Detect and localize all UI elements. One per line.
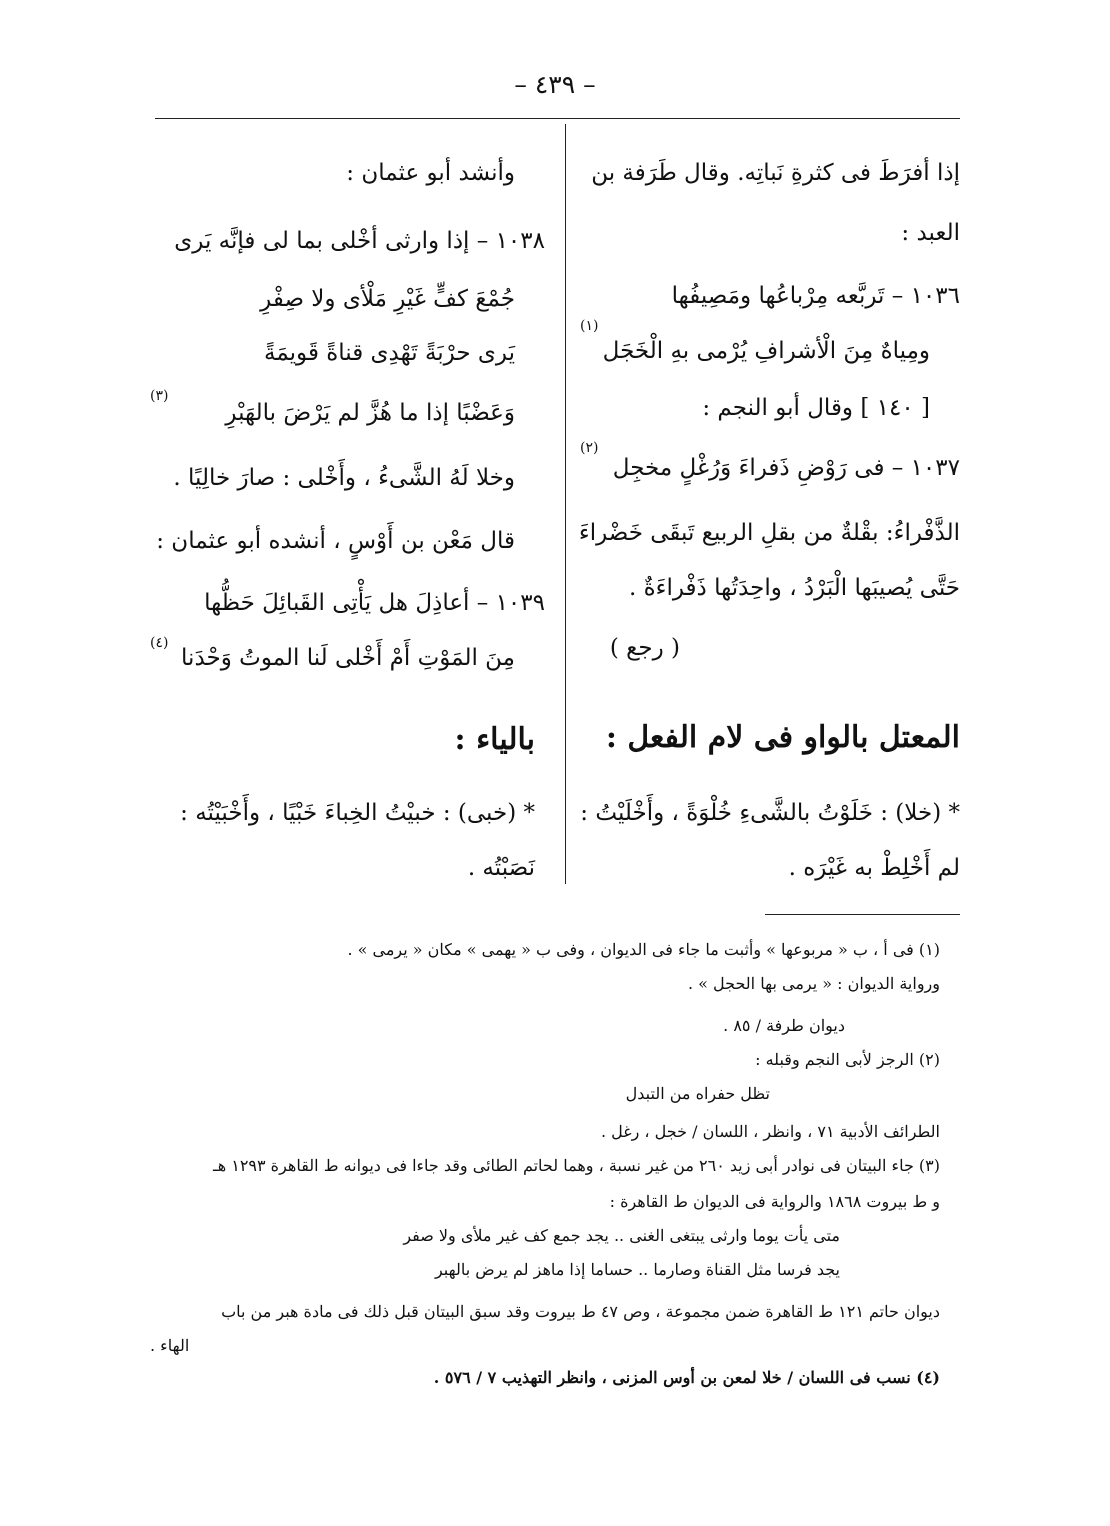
text-line: وأنشد أبو عثمان :: [346, 160, 515, 186]
footnote-ref: (٤): [150, 635, 169, 651]
text-line: حَتَّى يُصيبَها الْبَرْدُ ، واحِدَتُها ذَفْراءَةٌ .: [628, 575, 960, 601]
text-line: قال مَعْن بن أَوْسٍ ، أنشده أبو عثمان :: [156, 528, 515, 554]
verse-line: ١٠٣٩ – أعاذِلَ هل يَأْتِى القَبائِلَ حَظُّها: [204, 590, 545, 616]
header-rule: [155, 118, 960, 119]
footnote-rule: [765, 914, 960, 915]
footnote-line: و ط بيروت ١٨٦٨ والرواية فى الديوان ط القاهرة :: [609, 1192, 940, 1211]
section-heading: المعتل بالواو فى لام الفعل :: [605, 720, 960, 755]
footnote-line: ورواية الديوان : « يرمى بها الحجل » .: [687, 974, 940, 993]
footnote-line: ديوان طرفة / ٨٥ .: [723, 1016, 845, 1035]
verse-line: وَعَضْبًا إذا ما هُزَّ لم يَرْضَ بالهَبْرِ: [225, 400, 515, 426]
footnote-line: ديوان حاتم ١٢١ ط القاهرة ضمن مجموعة ، وص ٤٧ ط بيروت وقد سبق البيتان قبل ذلك فى مادة هبر من باب: [221, 1302, 940, 1321]
text-line: [ ١٤٠ ] وقال أبو النجم :: [702, 395, 930, 421]
footnote-line: الهاء .: [150, 1336, 190, 1355]
column-divider: [565, 124, 566, 884]
footnote-verse: يجد فرسا مثل القناة وصارما .. حساما إذا ماهز لم يرض بالهبر: [434, 1260, 840, 1279]
footnote-line: (٤) نسب فى اللسان / خلا لمعن بن أوس المزنى ، وانظر التهذيب ٧ / ٥٧٦ .: [433, 1368, 940, 1387]
entry-line: نَصَبْتُه .: [467, 855, 535, 881]
entry-line: * (خلا) : خَلَوْتُ بالشَّىءِ خُلْوَةً ، وأَخْلَيْتُ :: [580, 800, 960, 826]
footnote-line: (٢) الرجز لأبى النجم وقبله :: [755, 1050, 940, 1069]
verse-line: ١٠٣٦ – تَربَّعه مِرْباعُها ومَصِيفُها: [671, 283, 960, 309]
verse-line: ١٠٣٧ – فى رَوْضِ ذَفراءَ وَرُغْلٍ مخجِل: [612, 455, 960, 481]
entry-line: * (خبى) : خبيْتُ الخِباءَ خَبْيًا ، وأَخْبَيْتُه :: [180, 800, 535, 826]
verse-line: يَرى حرْبَةً تَهْدِى قناةً قَويمَةً: [264, 340, 515, 366]
text-line: ( رجع ): [609, 635, 680, 661]
footnote-line: الطرائف الأدبية ٧١ ، وانظر ، اللسان / خجل ، رغل .: [600, 1122, 940, 1141]
text-line: الذَّفْراءُ: بقْلةٌ من بقلِ الربيع تَبقَى خَضْراءَ: [578, 520, 960, 546]
footnote-line: (٣) جاء البيتان فى نوادر أبى زيد ٢٦٠ من غير نسبة ، وهما لحاتم الطائى وقد جاءا فى ديوانه ط القاهرة ١٢٩٣ هـ: [213, 1156, 940, 1175]
page-number: – ٤٣٩ –: [514, 70, 596, 99]
entry-line: لم أَخْلِطْ به غَيْرَه .: [788, 855, 960, 881]
footnote-ref: (٢): [580, 440, 599, 456]
verse-line: ١٠٣٨ – إذا وارثى أخْلى بما لى فإنَّه يَرى: [174, 228, 545, 254]
text-line: وخلا لَهُ الشَّىءُ ، وأَخْلى : صارَ خالِيًا .: [173, 465, 515, 491]
section-heading: بالياء :: [454, 722, 535, 757]
verse-line: جُمْعَ كفٍّ غَيْرِ مَلْأى ولا صِفْرِ: [260, 286, 515, 312]
text-line: إذا أفرَطَ فى كثرةِ نَباتِه. وقال طَرَفة بن: [591, 160, 960, 186]
footnote-verse: متى يأت يوما وارثى يبتغى الغنى .. يجد جمع كف غير ملأى ولا صفر: [403, 1226, 840, 1245]
footnote-line: (١) فى أ ، ب « مربوعها » وأثبت ما جاء فى الديوان ، وفى ب « يهمى » مكان « يرمى » .: [347, 940, 940, 959]
footnote-verse: تظل حفراه من التبدل: [625, 1084, 770, 1103]
text-line: العبد :: [901, 220, 960, 246]
verse-line: ومِياهٌ مِنَ الْأشرافِ يُرْمى بهِ الْخَجَل: [602, 338, 930, 364]
footnote-ref: (١): [580, 318, 599, 334]
verse-line: مِنَ المَوْتِ أَمْ أَخْلى لَنا الموتُ وَحْدَنا: [181, 645, 515, 671]
footnote-ref: (٣): [150, 388, 169, 404]
